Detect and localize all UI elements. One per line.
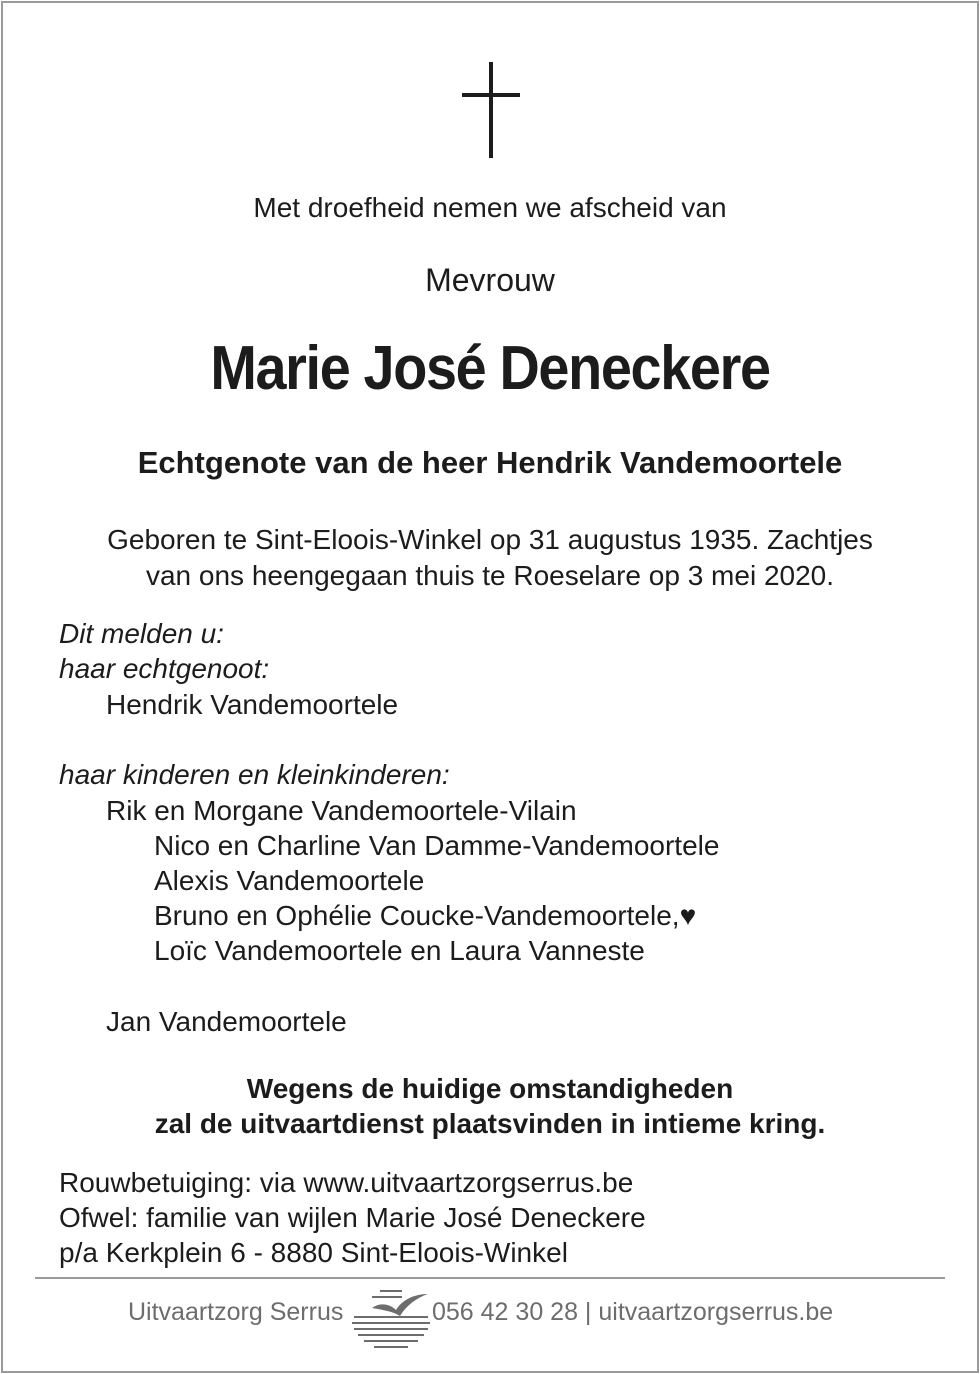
child-name: Rik en Morgane Vandemoortele-Vilain (106, 795, 577, 826)
deceased-name: Marie José Deneckere (210, 334, 770, 403)
notice-line-1: Wegens de huidige omstandigheden (246, 1073, 734, 1104)
children-label: haar kinderen en kleinkinderen: (59, 759, 450, 790)
spouse-label: haar echtgenoot: (59, 653, 270, 684)
spouse-subtitle: Echtgenote van de heer Hendrik Vandemoortele (137, 445, 843, 480)
birth-text-line-1: Geboren te Sint-Eloois-Winkel op 31 augustus 1935. Zachtjes (107, 524, 873, 555)
announce-label: Dit melden u: (59, 618, 224, 649)
seagull-logo-icon (350, 1284, 430, 1350)
grandchild-name: Bruno en Ophélie Coucke-Vandemoortele,♥ (154, 900, 697, 931)
intro-text: Met droefheid nemen we afscheid van (253, 192, 727, 223)
honorific-title: Mevrouw (425, 262, 555, 298)
notice-line-2: zal de uitvaartdienst plaatsvinden in intieme kring. (154, 1108, 826, 1139)
spouse-name: Hendrik Vandemoortele (106, 689, 399, 720)
grandchild-name: Loïc Vandemoortele en Laura Vanneste (154, 935, 645, 966)
cross-icon (462, 62, 520, 158)
address-name: Ofwel: familie van wijlen Marie José Deneckere (59, 1202, 646, 1233)
grandchild-name: Alexis Vandemoortele (154, 865, 425, 896)
child-name: Jan Vandemoortele (106, 1006, 347, 1037)
address-line: p/a Kerkplein 6 - 8880 Sint-Eloois-Winkel (59, 1237, 568, 1268)
footer-divider (35, 1277, 945, 1279)
condolence-info: Rouwbetuiging: via www.uitvaartzorgserrus.be (59, 1167, 634, 1198)
grandchild-name: Nico en Charline Van Damme-Vandemoortele (154, 830, 720, 861)
company-name: Uitvaartzorg Serrus (128, 1298, 344, 1326)
birth-text-line-2: van ons heengegaan thuis te Roeselare op 3 mei 2020. (145, 560, 835, 591)
company-contact: 056 42 30 28 | uitvaartzorgserrus.be (432, 1298, 834, 1326)
